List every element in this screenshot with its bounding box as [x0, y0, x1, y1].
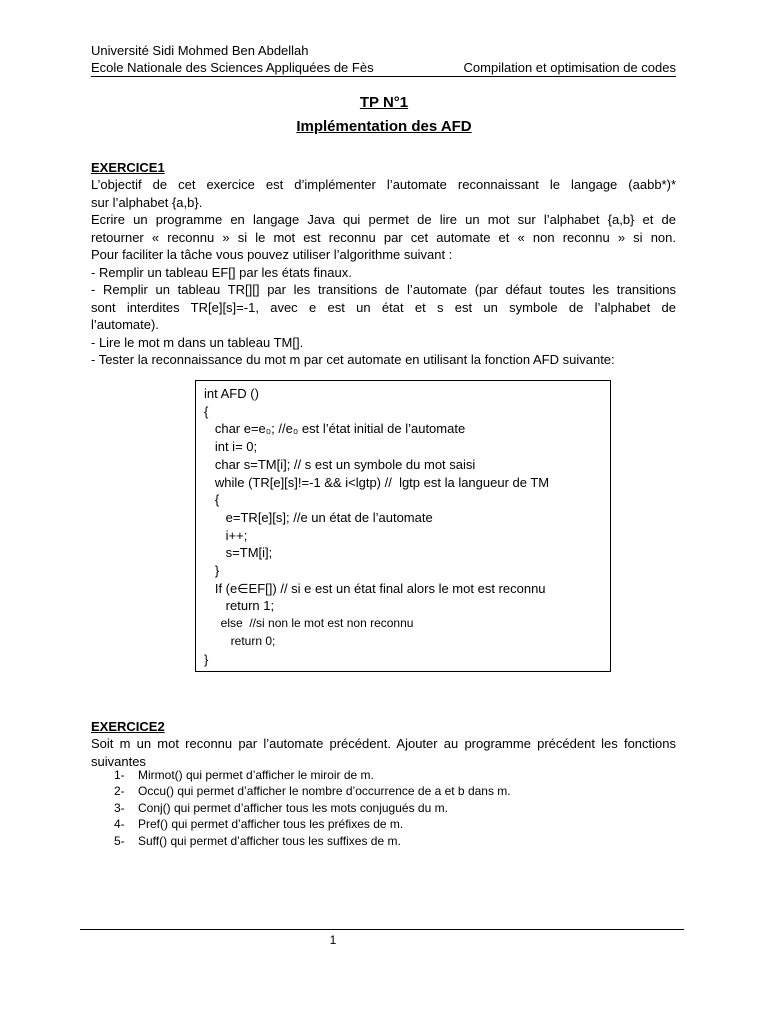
page-subtitle: Implémentation des AFD [296, 118, 472, 135]
text-line: - Lire le mot m dans un tableau TM[]. [91, 334, 304, 350]
code-line: s=TM[i]; [204, 545, 273, 561]
text-line: l’automate). [91, 317, 159, 332]
code-line: return 0; [204, 633, 276, 648]
header-course: Compilation et optimisation de codes [463, 60, 676, 75]
functions-list [114, 767, 511, 849]
text-line: sont interdites TR[e][s]=-1, avec e est un état et s est un symbole de l’alphabet de [91, 299, 676, 315]
list-item: 4- Pref() qui permet d’afficher tous les préfixes de m. [114, 817, 404, 832]
text-line: retourner « reconnu » si le mot est reconnu par cet automate et « non reconnu » si non. [91, 229, 676, 245]
header-school: Ecole Nationale des Sciences Appliquées de Fès [91, 60, 374, 75]
text-line: Pour faciliter la tâche vous pouvez utiliser l’algorithme suivant : [91, 247, 453, 262]
code-line: e=TR[e][s]; //e un état de l’automate [204, 509, 433, 525]
code-listing [204, 385, 549, 668]
exercise2-text [91, 735, 676, 770]
code-line: If (e∈EF[]) // si e est un état final alors le mot est reconnu [204, 580, 546, 596]
code-line: int AFD () [204, 386, 259, 401]
page-title: TP N°1 [359, 94, 409, 111]
list-item: 3- Conj() qui permet d’afficher tous les mots conjugués du m. [114, 800, 448, 815]
code-line: char s=TM[i]; // s est un symbole du mot saisi [204, 456, 476, 472]
code-line: i++; [204, 527, 248, 543]
code-line: else //si non le mot est non reconnu [204, 616, 414, 631]
footer-rule [80, 929, 684, 930]
list-item: 2- Occu() qui permet d’afficher le nombre d’occurrence de a et b dans m. [114, 784, 511, 799]
text-line: L’objectif de cet exercice est d’implémenter l’automate reconnaissant le langage (aabb*)* [91, 177, 676, 192]
exercise1-heading: EXERCICE1 [91, 160, 165, 175]
header-rule [91, 76, 676, 77]
text-line: Ecrire un programme en langage Java qui permet de lire un mot sur l’alphabet {a,b} et de [91, 212, 676, 227]
code-line: } [204, 563, 220, 579]
code-line: return 1; [204, 598, 275, 614]
exercise1-text [91, 176, 676, 369]
text-line: - Tester la reconnaissance du mot m par cet automate en utilisant la fonction AFD suivante: [91, 352, 615, 367]
list-item: 5- Suff() qui permet d’afficher tous les suffixes de m. [114, 833, 401, 848]
text-line: sur l’alphabet {a,b}. [91, 194, 203, 210]
header-university: Université Sidi Mohmed Ben Abdellah [91, 43, 309, 58]
text-line: Soit m un mot reconnu par l’automate précédent. Ajouter au programme précédent les fonctions [91, 736, 676, 751]
code-line: int i= 0; [204, 439, 258, 455]
text-line: - Remplir un tableau EF[] par les états finaux. [91, 264, 352, 280]
page-number: 1 [329, 933, 337, 947]
code-line: } [204, 651, 209, 667]
code-line: { [204, 403, 209, 419]
code-line: char e=e₀; //e₀ est l’état initial de l’automate [204, 421, 466, 437]
text-line: - Remplir un tableau TR[][] par les transitions de l’automate (par défaut toutes les transitions [91, 282, 676, 297]
code-line: { [204, 492, 220, 508]
exercise2-heading: EXERCICE2 [91, 719, 165, 734]
text-line: suivantes [91, 753, 146, 769]
code-line: while (TR[e][s]!=-1 && i<lgtp) // lgtp est la langueur de TM [204, 474, 550, 490]
list-item: 1- Mirmot() qui permet d’afficher le miroir de m. [114, 768, 374, 782]
